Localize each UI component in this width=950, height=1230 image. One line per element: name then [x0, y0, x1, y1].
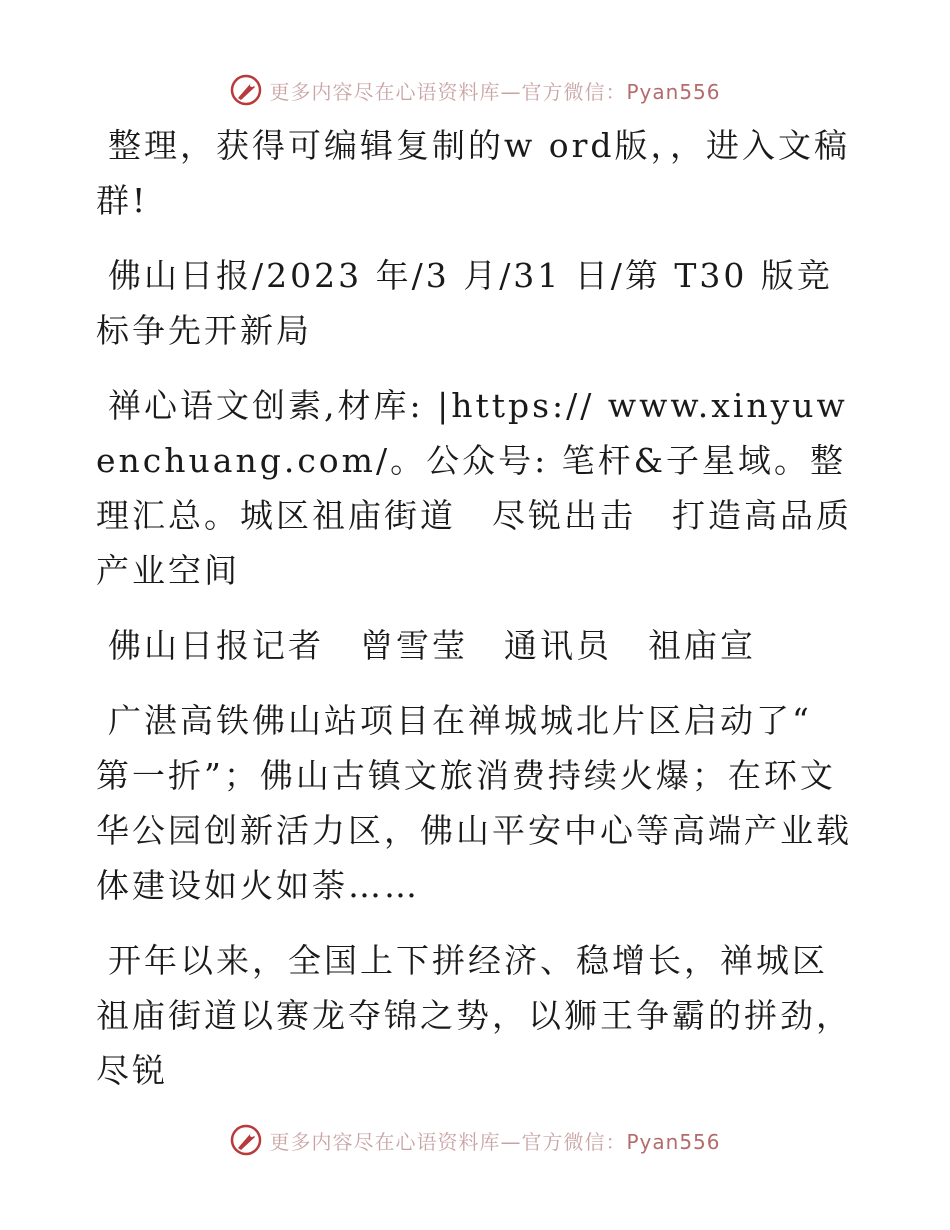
pen-nib-logo-icon: [229, 1123, 263, 1157]
wechat-id: Pyan556: [626, 1129, 721, 1154]
footer-banner: [0, 1120, 950, 1160]
paragraph-body-1: 广湛高铁佛山站项目在禅城城北片区启动了“ 第一折”；佛山古镇文旅消费持续火爆；在环文华公园创新活力区，佛山平安中心等高端产业载体建设如火如荼……: [96, 701, 852, 905]
banner-text: 更多内容尽在心语资料库—官方微信：Pyan556: [269, 79, 721, 104]
wechat-id: Pyan556: [626, 79, 721, 104]
paragraph-title: 禅心语文创素,材库: |https:// www.xinyuwenchuang.com/。公众号: 笔杆&子星域。整理汇总。城区祖庙街道 尽锐出击 打造高品质产业空间: [96, 386, 852, 590]
banner-text: 更多内容尽在心语资料库—官方微信：Pyan556: [269, 1129, 721, 1154]
paragraph-intro: 整理，获得可编辑复制的w ord版，，进入文稿群!: [96, 126, 851, 220]
paragraph-byline: 佛山日报记者 曾雪莹 通讯员 祖庙宣: [108, 626, 756, 665]
header-banner: [0, 70, 950, 110]
document-body: [96, 118, 856, 1118]
pen-nib-logo-icon: [229, 73, 263, 107]
paragraph-source: 佛山日报/2023 年/3 月/31 日/第 T30 版竞标争先开新局: [96, 256, 833, 350]
paragraph-body-2: 开年以来，全国上下拼经济、稳增长，禅城区祖庙街道以赛龙夺锦之势，以狮王争霸的拼劲，尽锐: [96, 941, 852, 1090]
